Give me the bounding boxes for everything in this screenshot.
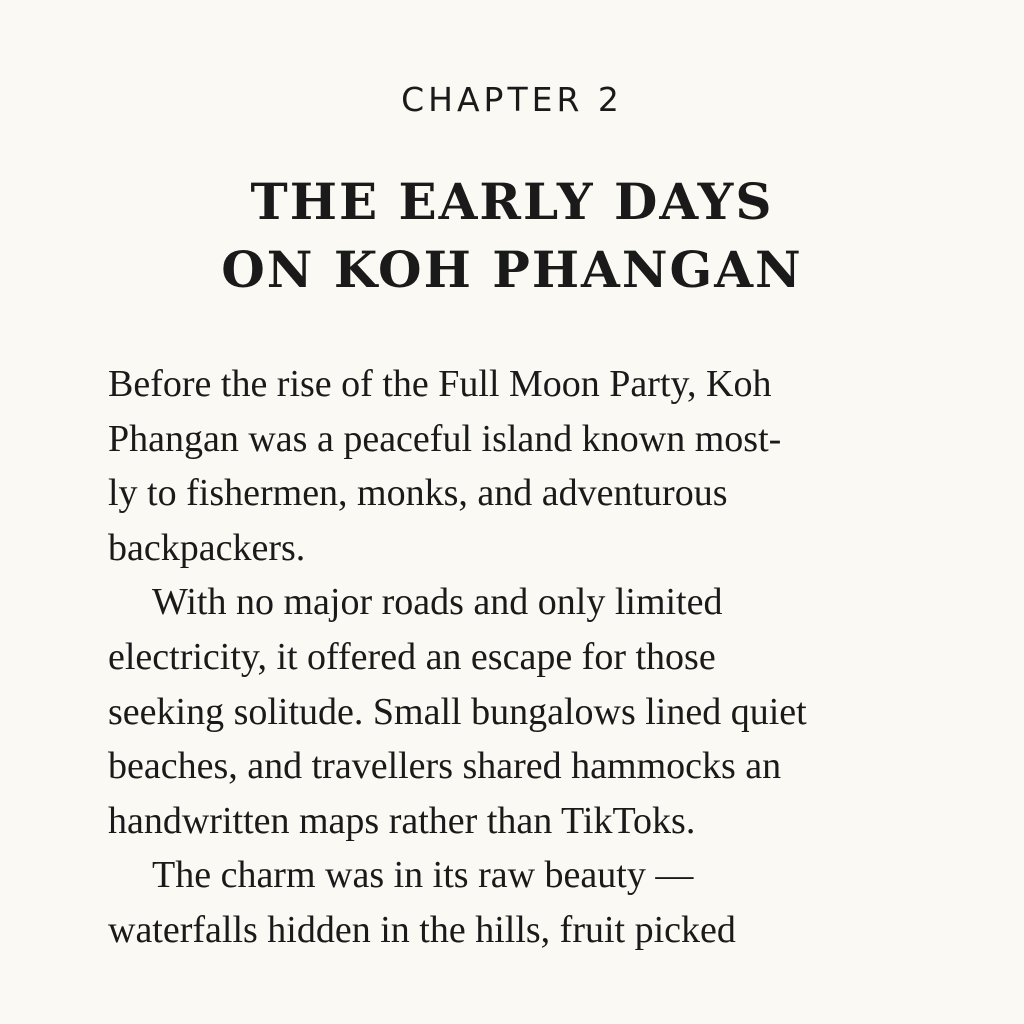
chapter-title-line-1: THE EARLY DAYS (250, 172, 774, 231)
body-line: waterfalls hidden in the hills, fruit picked (108, 908, 736, 951)
body-line: backpackers. (108, 526, 306, 569)
body-line: Before the rise of the Full Moon Party, Koh (108, 363, 772, 405)
body-line: beaches, and travellers shared hammocks an (108, 745, 782, 788)
chapter-title (0, 168, 1024, 304)
chapter-title-line-2: ON KOH PHANGAN (221, 240, 803, 299)
body-line-paragraph-start: With no major roads and only limited (152, 581, 723, 624)
body-line: electricity, it offered an escape for those (108, 635, 716, 678)
body-line: ly to fishermen, monks, and adventurous (108, 472, 728, 515)
body-line: handwritten maps rather than TikToks. (108, 799, 696, 842)
body-line-paragraph-start: The charm was in its raw beauty — (152, 854, 694, 897)
chapter-label: CHAPTER 2 (401, 80, 623, 119)
body-text (108, 357, 948, 958)
body-line: Phangan was a peaceful island known most- (108, 417, 782, 460)
body-line: seeking solitude. Small bungalows lined quiet (108, 690, 807, 733)
